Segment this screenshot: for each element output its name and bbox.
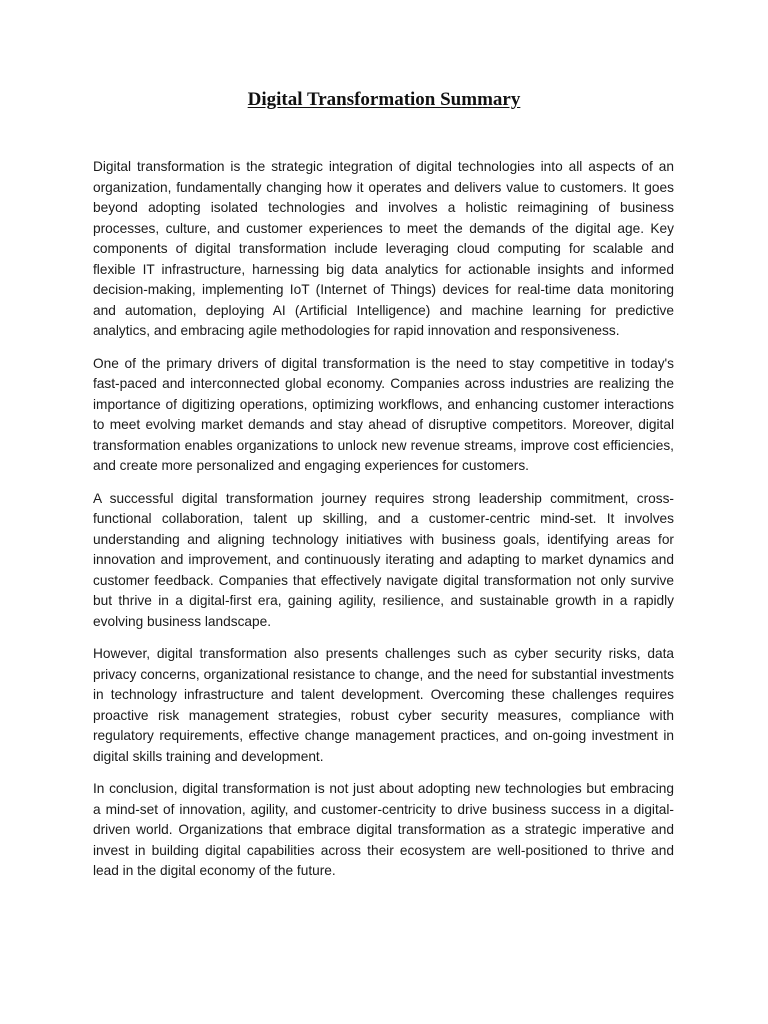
paragraph-drivers: One of the primary drivers of digital transformation is the need to stay competitive in today's fast-paced and interconnected global economy. Companies across industries are realizing the importance of digitizing operations, optimizing workflows, and enhancing customer interactions to meet evolving market demands and stay ahead of disruptive competitors. Moreover, digital transformation enables organizations to unlock new revenue streams, improve cost efficiencies, and create more personalized and engaging experiences for customers. — [93, 355, 674, 473]
document-body — [93, 157, 674, 894]
paragraph-challenges: However, digital transformation also presents challenges such as cyber security risks, data privacy concerns, organizational resistance to change, and the need for substantial investments in technology infrastructure and talent development. Overcoming these challenges requires proactive risk management strategies, robust cyber security measures, compliance with regulatory requirements, effective change management practices, and on-going investment in digital skills training and development. — [93, 646, 674, 764]
page-title: Digital Transformation Summary — [247, 89, 521, 110]
paragraph-success-factors: A successful digital transformation journey requires strong leadership commitment, cross-functional collaboration, talent up skilling, and a customer-centric mind-set. It involves understanding and aligning technology initiatives with business goals, identifying areas for innovation and improvement, and continuously iterating and adapting to market dynamics and customer feedback. Companies that effectively navigate digital transformation not only survive but thrive in a digital-first era, gaining agility, resilience, and sustainable growth in a rapidly evolving business landscape. — [93, 490, 674, 629]
paragraph-intro: Digital transformation is the strategic integration of digital technologies into all aspects of an organization, fundamentally changing how it operates and delivers value to customers. It goes beyond adopting isolated technologies and involves a holistic reimagining of business processes, culture, and customer experiences to meet the demands of the digital age. Key components of digital transformation include leveraging cloud computing for scalable and flexible IT infrastructure, harnessing big data analytics for actionable insights and informed decision-making, implementing IoT (Internet of Things) devices for real-time data monitoring and automation, deploying AI (Artificial Intelligence) and machine learning for predictive analytics, and embracing agile methodologies for rapid innovation and responsiveness. — [93, 159, 674, 338]
paragraph-conclusion: In conclusion, digital transformation is not just about adopting new technologies but embracing a mind-set of innovation, agility, and customer-centricity to drive business success in a digital-driven world. Organizations that embrace digital transformation as a strategic imperative and invest in building digital capabilities across their ecosystem are well-positioned to thrive and lead in the digital economy of the future. — [93, 781, 674, 878]
